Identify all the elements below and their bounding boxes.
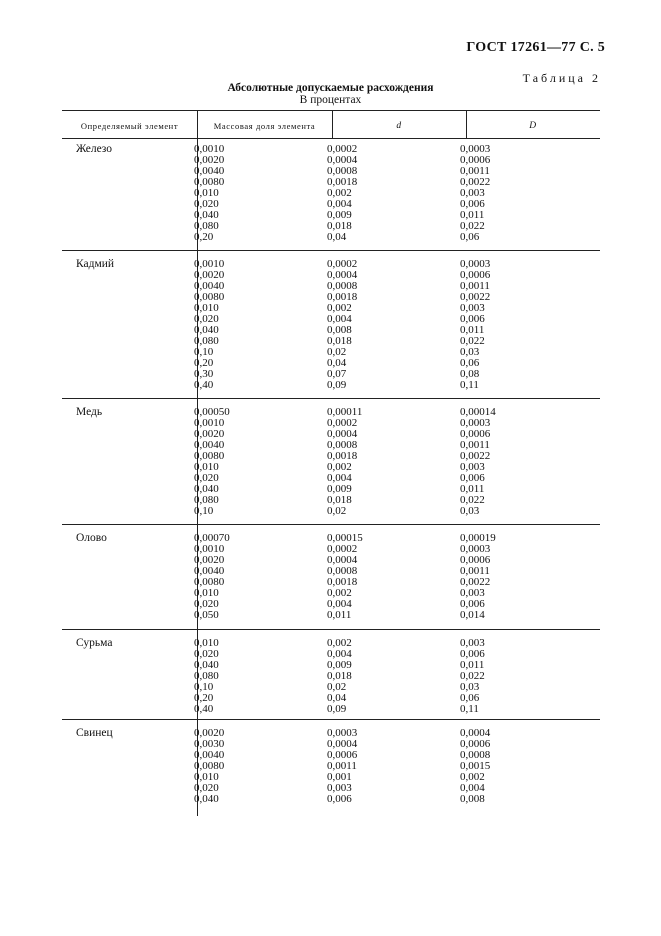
table-cell: 0,0018 xyxy=(327,450,358,462)
table-cell: 0,003 xyxy=(460,461,485,473)
table-cell: 0,010 xyxy=(194,637,219,649)
table-cell: 0,0018 xyxy=(327,291,358,303)
table-cell: 0,010 xyxy=(194,302,219,314)
table-cell: 0,02 xyxy=(327,505,347,517)
table-cell: 0,0010 xyxy=(194,543,225,555)
table-cell: 0,0004 xyxy=(327,154,358,166)
table-cell: 0,022 xyxy=(460,494,485,506)
table-cell: 0,0040 xyxy=(194,439,225,451)
table-cell: 0,09 xyxy=(327,703,347,715)
table-cell: 0,009 xyxy=(327,659,352,671)
D-value-column xyxy=(460,407,496,517)
table-cell: 0,10 xyxy=(194,346,214,358)
table-cell: 0,0006 xyxy=(460,554,491,566)
table-cell: 0,0002 xyxy=(327,417,358,429)
table-cell: 0,002 xyxy=(327,637,352,649)
table-cell: 0,040 xyxy=(194,324,219,336)
element-name: Свинец xyxy=(76,727,113,739)
table-cell: 0,00070 xyxy=(194,532,230,544)
table-cell: 0,018 xyxy=(327,494,352,506)
table-cell: 0,0004 xyxy=(460,727,491,739)
tolerance-table xyxy=(62,110,600,816)
table-cell: 0,07 xyxy=(327,368,347,380)
table-cell: 0,0011 xyxy=(327,760,357,772)
table-cell: 0,011 xyxy=(460,483,485,495)
table-cell: 0,0004 xyxy=(327,738,358,750)
table-cell: 0,06 xyxy=(460,357,480,369)
header-bottom-rule xyxy=(62,138,600,139)
table-cell: 0,0020 xyxy=(194,154,225,166)
table-cell: 0,080 xyxy=(194,335,219,347)
table-cell: 0,04 xyxy=(327,692,347,704)
table-cell: 0,0020 xyxy=(194,428,225,440)
mass-fraction-column xyxy=(194,728,224,805)
table-cell: 0,04 xyxy=(327,231,347,243)
table-cell: 0,0002 xyxy=(327,258,358,270)
table-cell: 0,02 xyxy=(327,346,347,358)
table-cell: 0,011 xyxy=(460,324,485,336)
table-cell: 0,0010 xyxy=(194,143,225,155)
table-cell: 0,020 xyxy=(194,782,219,794)
table-cell: 0,0004 xyxy=(327,269,358,281)
table-cell: 0,00015 xyxy=(327,532,363,544)
d-value-column xyxy=(327,638,352,715)
section-divider xyxy=(62,524,600,525)
table-cell: 0,0010 xyxy=(194,417,225,429)
table-cell: 0,0008 xyxy=(327,280,358,292)
table-cell: 0,014 xyxy=(460,609,485,621)
table-cell: 0,00019 xyxy=(460,532,496,544)
table-cell: 0,06 xyxy=(460,692,480,704)
element-name: Железо xyxy=(76,143,113,155)
d-value-column xyxy=(327,533,363,621)
table-cell: 0,08 xyxy=(460,368,480,380)
element-name: Сурьма xyxy=(76,637,113,649)
table-cell: 0,009 xyxy=(327,209,352,221)
d-value-column xyxy=(327,728,357,805)
table-cell: 0,004 xyxy=(327,198,352,210)
table-cell: 0,010 xyxy=(194,587,219,599)
table-top-rule xyxy=(62,110,600,111)
element-name: Олово xyxy=(76,532,107,544)
table-cell: 0,002 xyxy=(327,187,352,199)
table-cell: 0,00011 xyxy=(327,406,363,418)
table-cell: 0,03 xyxy=(460,505,480,517)
mass-fraction-column xyxy=(194,259,224,391)
table-cell: 0,003 xyxy=(460,637,485,649)
table-cell: 0,40 xyxy=(194,379,214,391)
table-cell: 0,009 xyxy=(327,483,352,495)
table-cell: 0,020 xyxy=(194,198,219,210)
table-cell: 0,0022 xyxy=(460,176,491,188)
table-cell: 0,0022 xyxy=(460,291,491,303)
table-cell: 0,006 xyxy=(460,313,485,325)
table-cell: 0,020 xyxy=(194,648,219,660)
table-cell: 0,002 xyxy=(327,587,352,599)
table-cell: 0,0040 xyxy=(194,749,225,761)
table-cell: 0,0020 xyxy=(194,554,225,566)
table-caption xyxy=(0,82,661,106)
section-divider xyxy=(62,398,600,399)
table-cell: 0,0040 xyxy=(194,565,225,577)
d-value-column xyxy=(327,407,362,517)
mass-fraction-column xyxy=(194,638,219,715)
table-cell: 0,0022 xyxy=(460,450,491,462)
mass-fraction-column xyxy=(194,144,224,243)
table-cell: 0,011 xyxy=(327,609,352,621)
table-cell: 0,0008 xyxy=(327,165,358,177)
table-cell: 0,0040 xyxy=(194,165,225,177)
table-cell: 0,004 xyxy=(460,782,485,794)
table-cell: 0,022 xyxy=(460,220,485,232)
table-cell: 0,0002 xyxy=(327,543,358,555)
table-cell: 0,008 xyxy=(460,793,485,805)
table-cell: 0,040 xyxy=(194,659,219,671)
table-cell: 0,0080 xyxy=(194,291,225,303)
table-cell: 0,040 xyxy=(194,793,219,805)
table-cell: 0,0080 xyxy=(194,576,225,588)
table-cell: 0,022 xyxy=(460,335,485,347)
table-cell: 0,080 xyxy=(194,494,219,506)
header-D: D xyxy=(529,121,537,131)
table-cell: 0,0011 xyxy=(460,165,490,177)
table-cell: 0,10 xyxy=(194,681,214,693)
table-cell: 0,0010 xyxy=(194,258,225,270)
document-reference: ГОСТ 17261—77 С. 5 xyxy=(466,40,605,55)
table-cell: 0,018 xyxy=(327,220,352,232)
table-cell: 0,0008 xyxy=(327,439,358,451)
d-value-column xyxy=(327,259,357,391)
table-cell: 0,006 xyxy=(460,472,485,484)
table-cell: 0,002 xyxy=(327,461,352,473)
table-cell: 0,11 xyxy=(460,703,479,715)
table-cell: 0,0022 xyxy=(460,576,491,588)
table-cell: 0,006 xyxy=(460,648,485,660)
table-cell: 0,050 xyxy=(194,609,219,621)
table-cell: 0,0011 xyxy=(460,439,490,451)
mass-fraction-column xyxy=(194,533,230,621)
table-cell: 0,0003 xyxy=(460,258,491,270)
table-cell: 0,018 xyxy=(327,335,352,347)
table-cell: 0,0004 xyxy=(327,554,358,566)
table-cell: 0,003 xyxy=(460,587,485,599)
header-element: Определяемый элемент xyxy=(80,121,179,131)
table-cell: 0,04 xyxy=(327,357,347,369)
section-divider xyxy=(62,719,600,720)
table-cell: 0,004 xyxy=(327,598,352,610)
table-cell: 0,20 xyxy=(194,357,214,369)
table-cell: 0,0030 xyxy=(194,738,225,750)
table-cell: 0,0008 xyxy=(460,749,491,761)
table-cell: 0,02 xyxy=(327,681,347,693)
table-cell: 0,0011 xyxy=(460,565,490,577)
table-cell: 0,022 xyxy=(460,670,485,682)
table-cell: 0,0003 xyxy=(460,143,491,155)
table-cell: 0,080 xyxy=(194,220,219,232)
table-cell: 0,0018 xyxy=(327,176,358,188)
table-units: В процентах xyxy=(299,94,362,106)
table-cell: 0,03 xyxy=(460,681,480,693)
table-cell: 0,003 xyxy=(460,302,485,314)
header-mass-fraction: Массовая доля элемента xyxy=(213,121,316,131)
table-cell: 0,40 xyxy=(194,703,214,715)
table-cell: 0,20 xyxy=(194,692,214,704)
table-cell: 0,0080 xyxy=(194,176,225,188)
table-cell: 0,040 xyxy=(194,209,219,221)
table-cell: 0,0011 xyxy=(460,280,490,292)
D-value-column xyxy=(460,259,490,391)
table-cell: 0,011 xyxy=(460,209,485,221)
table-cell: 0,020 xyxy=(194,313,219,325)
D-value-column xyxy=(460,533,496,621)
table-cell: 0,002 xyxy=(327,302,352,314)
table-number: Таблица 2 xyxy=(522,71,601,85)
table-cell: 0,0020 xyxy=(194,727,225,739)
table-cell: 0,0018 xyxy=(327,576,358,588)
table-cell: 0,006 xyxy=(327,793,352,805)
table-cell: 0,001 xyxy=(327,771,352,783)
table-cell: 0,30 xyxy=(194,368,214,380)
table-cell: 0,0003 xyxy=(327,727,358,739)
table-cell: 0,10 xyxy=(194,505,214,517)
table-cell: 0,006 xyxy=(460,598,485,610)
table-cell: 0,040 xyxy=(194,483,219,495)
d-value-column xyxy=(327,144,357,243)
table-cell: 0,0004 xyxy=(327,428,358,440)
table-cell: 0,0080 xyxy=(194,450,225,462)
D-value-column xyxy=(460,638,485,715)
table-title: Абсолютные допускаемые расхождения xyxy=(227,82,434,94)
D-value-column xyxy=(460,728,490,805)
table-cell: 0,020 xyxy=(194,472,219,484)
table-cell: 0,0015 xyxy=(460,760,491,772)
table-cell: 0,0008 xyxy=(327,565,358,577)
mass-fraction-column xyxy=(194,407,230,517)
table-cell: 0,020 xyxy=(194,598,219,610)
table-cell: 0,004 xyxy=(327,472,352,484)
table-cell: 0,003 xyxy=(327,782,352,794)
table-cell: 0,0020 xyxy=(194,269,225,281)
section-divider xyxy=(62,250,600,251)
element-name: Кадмий xyxy=(76,258,115,270)
table-cell: 0,0080 xyxy=(194,760,225,772)
table-cell: 0,0006 xyxy=(327,749,358,761)
table-cell: 0,010 xyxy=(194,461,219,473)
header-d: d xyxy=(396,121,402,131)
table-cell: 0,008 xyxy=(327,324,352,336)
table-cell: 0,002 xyxy=(460,771,485,783)
table-cell: 0,018 xyxy=(327,670,352,682)
table-cell: 0,0040 xyxy=(194,280,225,292)
table-cell: 0,09 xyxy=(327,379,347,391)
table-cell: 0,0006 xyxy=(460,428,491,440)
element-name: Медь xyxy=(76,406,103,418)
table-cell: 0,00014 xyxy=(460,406,496,418)
table-cell: 0,06 xyxy=(460,231,480,243)
table-cell: 0,010 xyxy=(194,771,219,783)
table-cell: 0,006 xyxy=(460,198,485,210)
table-cell: 0,004 xyxy=(327,648,352,660)
table-cell: 0,20 xyxy=(194,231,214,243)
table-cell: 0,010 xyxy=(194,187,219,199)
table-cell: 0,0003 xyxy=(460,417,491,429)
table-cell: 0,11 xyxy=(460,379,479,391)
table-cell: 0,080 xyxy=(194,670,219,682)
table-cell: 0,03 xyxy=(460,346,480,358)
table-cell: 0,011 xyxy=(460,659,485,671)
table-cell: 0,003 xyxy=(460,187,485,199)
section-divider xyxy=(62,629,600,630)
table-cell: 0,004 xyxy=(327,313,352,325)
table-cell: 0,0003 xyxy=(460,543,491,555)
D-value-column xyxy=(460,144,490,243)
table-cell: 0,0002 xyxy=(327,143,358,155)
table-cell: 0,0006 xyxy=(460,154,491,166)
table-cell: 0,00050 xyxy=(194,406,230,418)
table-cell: 0,0006 xyxy=(460,738,491,750)
table-cell: 0,0006 xyxy=(460,269,491,281)
